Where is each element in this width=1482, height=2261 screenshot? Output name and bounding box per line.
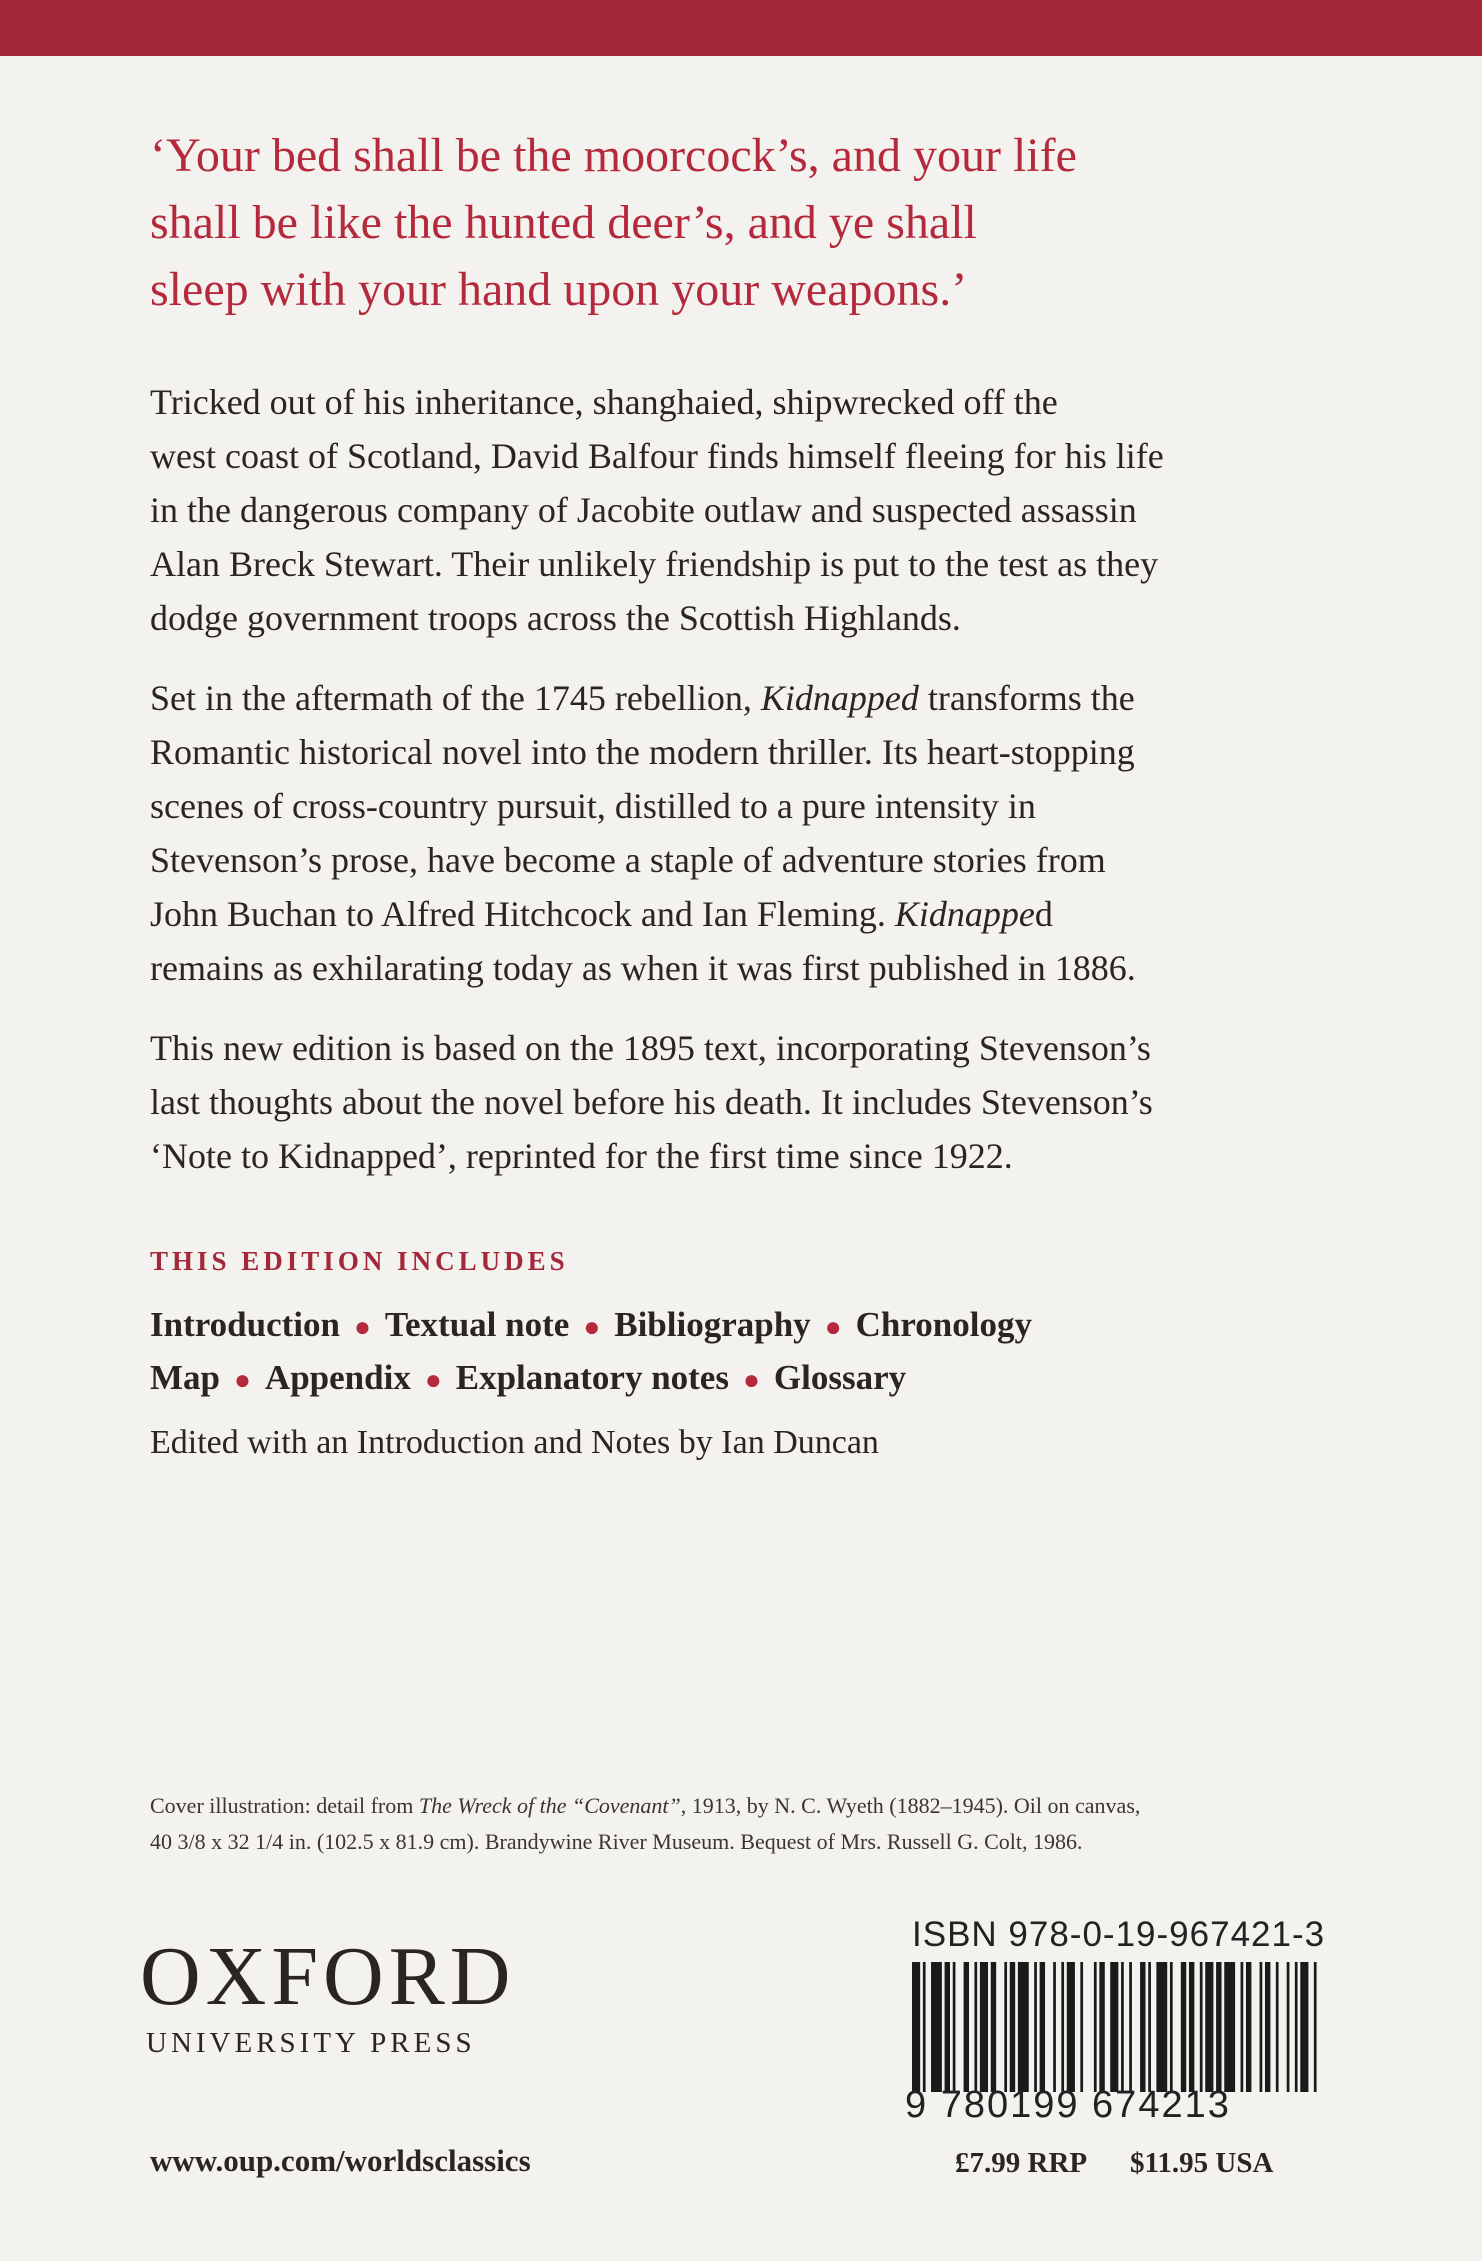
bullet-icon: ● [353, 1311, 371, 1343]
text-line: This new edition is based on the 1895 text, incorporating Stevenson’s [150, 1028, 1151, 1068]
text-line: ‘Note to Kidnapped’, reprinted for the first time since 1922. [150, 1136, 1013, 1176]
barcode-bar [1067, 1962, 1075, 2092]
barcode-bar [923, 1962, 926, 2092]
description-paragraph-1 [150, 375, 1330, 645]
pull-quote [150, 122, 1300, 323]
barcode-bar [991, 1962, 996, 2092]
text-line: west coast of Scotland, David Balfour finds himself fleeing for his life [150, 436, 1164, 476]
isbn-label: ISBN 978-0-19-967421-3 [912, 1915, 1326, 1954]
barcode-bar [980, 1962, 988, 2092]
barcode-bar [964, 1962, 969, 2092]
text-segment: , 1913, by N. C. Wyeth (1882–1945). Oil on canvas, [680, 1793, 1141, 1818]
text-line [150, 671, 1330, 725]
quote-line: sleep with your hand upon your weapons.’ [150, 263, 968, 316]
text-segment: John Buchan to Alfred Hitchcock and Ian Fleming. [150, 894, 895, 934]
text-segment: d [1034, 894, 1053, 934]
barcode-bar [1099, 1962, 1104, 2092]
text-line: last thoughts about the novel before his death. It includes Stevenson’s [150, 1082, 1153, 1122]
barcode-bar [1260, 1962, 1263, 2092]
barcode-bar [1004, 1962, 1007, 2092]
includes-row [150, 1353, 1350, 1406]
barcode-bar [1170, 1962, 1173, 2092]
text-line: Alan Breck Stewart. Their unlikely friendship is put to the test as they [150, 544, 1159, 584]
includes-item: Chronology [855, 1305, 1032, 1344]
barcode-bar [1110, 1962, 1118, 2092]
barcode-bar [1246, 1962, 1251, 2092]
bullet-icon: ● [234, 1364, 251, 1396]
barcode-bar [1140, 1962, 1145, 2092]
barcode-bar [1216, 1962, 1221, 2092]
barcode-bar [1276, 1962, 1279, 2092]
barcode-bar [1053, 1962, 1056, 2092]
edition-includes-list [150, 1300, 1350, 1406]
barcode-bar [1018, 1962, 1029, 2092]
includes-item: Bibliography [614, 1305, 811, 1344]
text-line [150, 887, 1330, 941]
text-line: Stevenson’s prose, have become a staple of adventure stories from [150, 840, 1106, 880]
barcode-bar [1094, 1962, 1097, 2092]
bullet-icon: ● [583, 1311, 601, 1343]
bullet-icon: ● [424, 1364, 442, 1396]
barcode-bar [1148, 1962, 1151, 2092]
includes-item: Textual note [384, 1305, 570, 1344]
text-line: remains as exhilarating today as when it was first published in 1886. [150, 948, 1136, 988]
barcode-icon [912, 1962, 1322, 2092]
edition-includes-heading: THIS EDITION INCLUDES [150, 1246, 569, 1276]
text-segment: transforms the [918, 678, 1135, 718]
barcode-bar [1156, 1962, 1167, 2092]
barcode-bar [1224, 1962, 1235, 2092]
barcode-bar [1080, 1962, 1083, 2092]
barcode-bar [1287, 1962, 1290, 2092]
text-line: scenes of cross-country pursuit, distilled to a pure intensity in [150, 786, 1036, 826]
artwork-title: The Wreck of the “Covenant” [418, 1793, 681, 1818]
bullet-icon: ● [742, 1364, 760, 1396]
text-line: Romantic historical novel into the modern thriller. Its heart-stopping [150, 732, 1135, 772]
book-title: Kidnapped [760, 678, 919, 718]
text-line: 40 3/8 x 32 1/4 in. (102.5 x 81.9 cm). Brandywine River Museum. Bequest of Mrs. Russell G. Colt, 1986. [150, 1829, 1083, 1854]
barcode-bar [1010, 1962, 1015, 2092]
includes-item: Introduction [150, 1305, 340, 1344]
top-color-band [0, 0, 1482, 56]
barcode-bar [1241, 1962, 1244, 2092]
includes-item: Explanatory notes [455, 1357, 729, 1397]
cover-illustration-credit [150, 1788, 1350, 1860]
barcode-bar [1181, 1962, 1186, 2092]
barcode-bar [931, 1962, 942, 2092]
barcode-bar [953, 1962, 956, 2092]
barcode-bar [1129, 1962, 1132, 2092]
bullet-icon: ● [824, 1311, 842, 1343]
text-line: dodge government troops across the Scottish Highlands. [150, 598, 961, 638]
quote-line: shall be like the hunted deer’s, and ye shall [150, 196, 977, 249]
barcode-bar [1034, 1962, 1037, 2092]
barcode-bar [1121, 1962, 1124, 2092]
text-segment: Cover illustration: detail from [150, 1793, 419, 1818]
barcode-bar [1300, 1962, 1308, 2092]
book-title: Kidnappe [894, 894, 1035, 934]
price-uk: £7.99 RRP [955, 2147, 1088, 2179]
barcode-bar [1061, 1962, 1064, 2092]
text-line [150, 1788, 1350, 1824]
description-paragraph-2 [150, 671, 1330, 995]
barcode-bar [912, 1962, 920, 2092]
barcode-bar [1200, 1962, 1203, 2092]
publisher-subtitle: UNIVERSITY PRESS [146, 2027, 476, 2059]
text-segment: Set in the aftermath of the 1745 rebellion, [150, 678, 761, 718]
barcode-bar [1189, 1962, 1194, 2092]
barcode-bar [1040, 1962, 1045, 2092]
barcode-digits: 9 780199 674213 [905, 2084, 1231, 2126]
book-description [150, 375, 1330, 1209]
description-paragraph-3 [150, 1021, 1330, 1183]
includes-item: Map [150, 1357, 220, 1397]
includes-item: Glossary [773, 1357, 907, 1397]
includes-row [150, 1300, 1350, 1353]
price-us: $11.95 USA [1130, 2147, 1274, 2179]
publisher-website-link[interactable]: www.oup.com/worldsclassics [150, 2143, 531, 2178]
text-line: Tricked out of his inheritance, shanghaied, shipwrecked off the [150, 382, 1058, 422]
editor-credit: Edited with an Introduction and Notes by Ian Duncan [150, 1424, 879, 1461]
barcode-bar [1314, 1962, 1317, 2092]
barcode-bar [974, 1962, 977, 2092]
publisher-name: OXFORD [140, 1930, 516, 2023]
barcode-bar [1265, 1962, 1270, 2092]
barcode-bar [1205, 1962, 1213, 2092]
includes-item: Appendix [264, 1357, 411, 1397]
publisher-logo [140, 1930, 516, 2060]
text-line: in the dangerous company of Jacobite outlaw and suspected assassin [150, 490, 1137, 530]
barcode-bar [1295, 1962, 1298, 2092]
quote-line: ‘Your bed shall be the moorcock’s, and your life [150, 129, 1077, 182]
barcode-bar [945, 1962, 950, 2092]
